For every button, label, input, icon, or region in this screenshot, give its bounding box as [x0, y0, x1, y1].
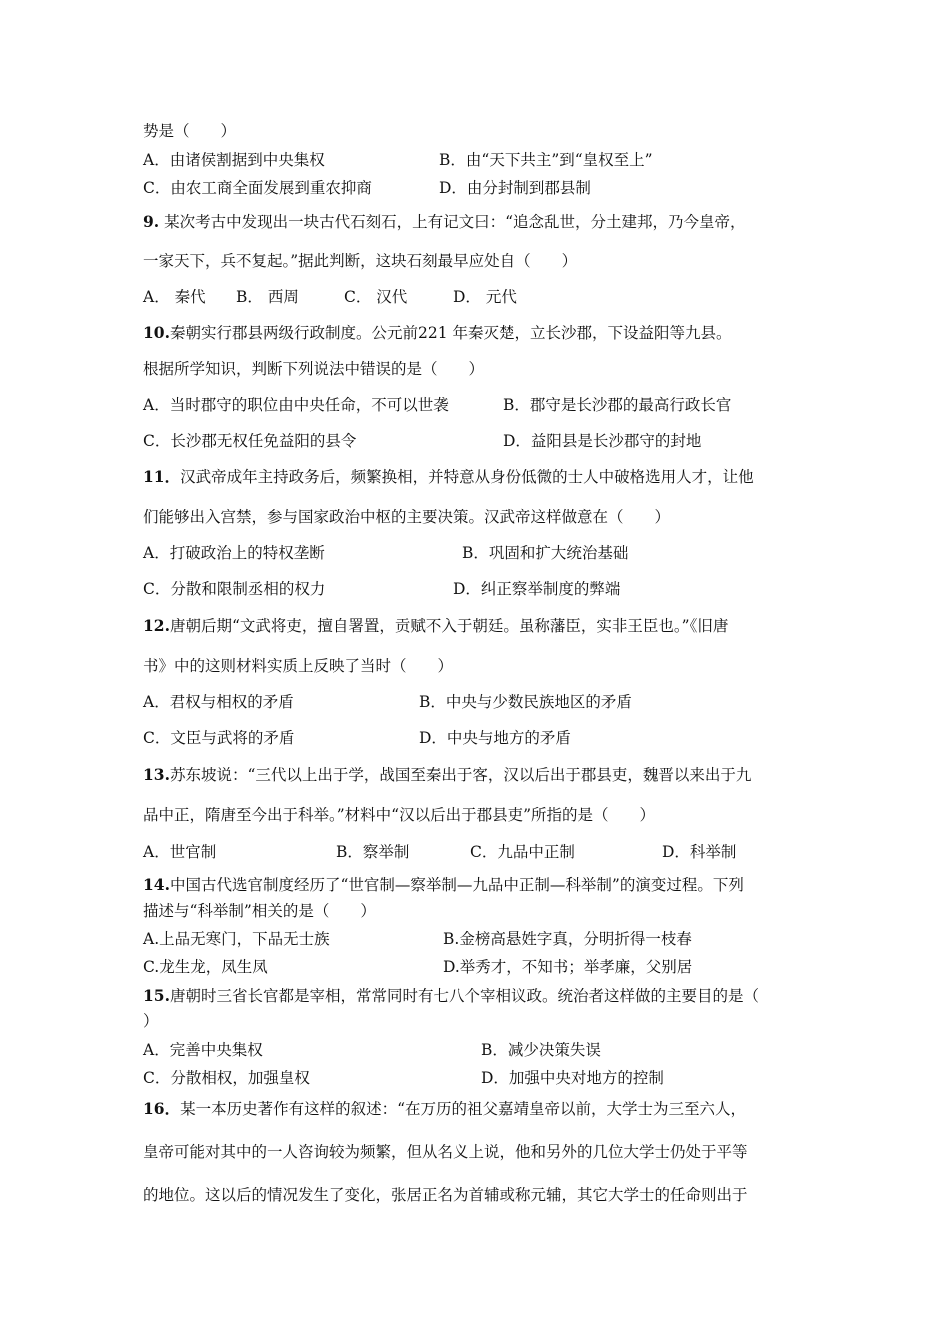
q12-option-a: A．君权与相权的矛盾 [143, 693, 294, 711]
q15-option-b: B．减少决策失误 [481, 1041, 601, 1059]
q14-option-d: D.举秀才，不知书；举孝廉，父别居 [443, 958, 693, 976]
q11-stem-line1: 11．汉武帝成年主持政务后，频繁换相，并特意从身份低微的士人中破格选用人才，让他 [143, 467, 754, 486]
q14-stem-line2: 描述与“科举制”相关的是（ ） [143, 902, 376, 920]
q8-stem-tail: 势是（ ） [143, 122, 237, 140]
q14-option-a: A.上品无寒门，下品无士族 [143, 930, 330, 948]
q9-stem-line1: 9. 某次考古中发现出一块古代石刻石，上有记文曰：“追念乱世，分土建邦，乃今皇帝， [143, 212, 746, 231]
q11-option-c: C．分散和限制丞相的权力 [143, 580, 326, 598]
q9-stem-line2: 一家天下，兵不复起。”据此判断，这块石刻最早应处自（ ） [143, 252, 578, 270]
q11-stem-line2: 们能够出入宫禁，参与国家政治中枢的主要决策。汉武帝这样做意在（ ） [143, 508, 671, 526]
q9-option-c: C． 汉代 [344, 288, 408, 306]
q10-stem-line2: 根据所学知识，判断下列说法中错误的是（ ） [143, 360, 485, 378]
q12-option-b: B．中央与少数民族地区的矛盾 [419, 693, 632, 711]
q12-stem-line2: 书》中的这则材料实质上反映了当时（ ） [143, 657, 454, 675]
q10-stem-line1: 10.秦朝实行郡县两级行政制度。公元前221 年秦灭楚，立长沙郡，下设益阳等九县。 [143, 323, 732, 342]
q10-number: 10. [143, 323, 170, 342]
q13-stem-line1: 13.苏东坡说：“三代以上出于学，战国至秦出于客，汉以后出于郡县吏，魏晋以来出于九 [143, 765, 752, 784]
q12-stem-line1: 12.唐朝后期“文武将吏，擅自署置，贡赋不入于朝廷。虽称藩臣，实非王臣也。”《旧唐 [143, 616, 729, 635]
q11-option-d: D．纠正察举制度的弊端 [453, 580, 621, 598]
q15-option-d: D．加强中央对地方的控制 [481, 1069, 664, 1087]
q11-number: 11． [143, 467, 181, 486]
q8-option-a: A．由诸侯割据到中央集权 [143, 151, 325, 169]
q13-option-d: D．科举制 [662, 843, 737, 861]
q10-option-a: A．当时郡守的职位由中央任命，不可以世袭 [143, 396, 449, 414]
q13-option-a: A．世官制 [143, 843, 217, 861]
q14-option-b: B.金榜高悬姓字真，分明折得一枝春 [443, 930, 692, 948]
q10-option-b: B．郡守是长沙郡的最高行政长官 [503, 396, 732, 414]
q15-stem-line2: ） [143, 1012, 159, 1030]
q10-option-d: D．益阳县是长沙郡守的封地 [503, 432, 702, 450]
q13-option-b: B．察举制 [336, 843, 410, 861]
q13-option-c: C．九品中正制 [470, 843, 575, 861]
q9-option-a: A． 秦代 [143, 288, 206, 306]
q13-stem-line2: 品中正，隋唐至今出于科举。”材料中“汉以后出于郡县吏”所指的是（ ） [143, 806, 656, 824]
q11-option-b: B．巩固和扩大统治基础 [462, 544, 629, 562]
q14-number: 14. [143, 875, 170, 894]
q12-option-c: C．文臣与武将的矛盾 [143, 729, 295, 747]
q11-option-a: A．打破政治上的特权垄断 [143, 544, 325, 562]
q8-option-c: C．由农工商全面发展到重农抑商 [143, 179, 372, 197]
q9-option-b: B． 西周 [236, 288, 299, 306]
q8-option-d: D．由分封制到郡县制 [439, 179, 591, 197]
q9-option-d: D． 元代 [453, 288, 517, 306]
q16-stem-line1: 16．某一本历史著作有这样的叙述：“在万历的祖父嘉靖皇帝以前，大学士为三至六人， [143, 1099, 747, 1118]
q14-option-c: C.龙生龙，凤生凤 [143, 958, 268, 976]
q15-option-a: A．完善中央集权 [143, 1041, 263, 1059]
q16-number: 16． [143, 1099, 181, 1118]
q12-option-d: D．中央与地方的矛盾 [419, 729, 571, 747]
q10-option-c: C．长沙郡无权任免益阳的县令 [143, 432, 357, 450]
q16-stem-line3: 的地位。这以后的情况发生了变化，张居正名为首辅或称元辅，其它大学士的任命则出于 [143, 1186, 748, 1204]
q12-number: 12. [143, 616, 170, 635]
q9-number: 9. [143, 212, 160, 231]
q15-option-c: C．分散相权，加强皇权 [143, 1069, 310, 1087]
q8-option-b: B．由“天下共主”到“皇权至上” [439, 151, 653, 169]
q13-number: 13. [143, 765, 170, 784]
q15-number: 15. [143, 986, 170, 1005]
q14-stem-line1: 14.中国古代选官制度经历了“世官制—察举制—九品中正制—科举制”的演变过程。下列 [143, 875, 744, 894]
q16-stem-line2: 皇帝可能对其中的一人咨询较为频繁，但从名义上说，他和另外的几位大学士仍处于平等 [143, 1143, 748, 1161]
q15-stem-line1: 15.唐朝时三省长官都是宰相，常常同时有七八个宰相议政。统治者这样做的主要目的是（ [143, 986, 759, 1005]
